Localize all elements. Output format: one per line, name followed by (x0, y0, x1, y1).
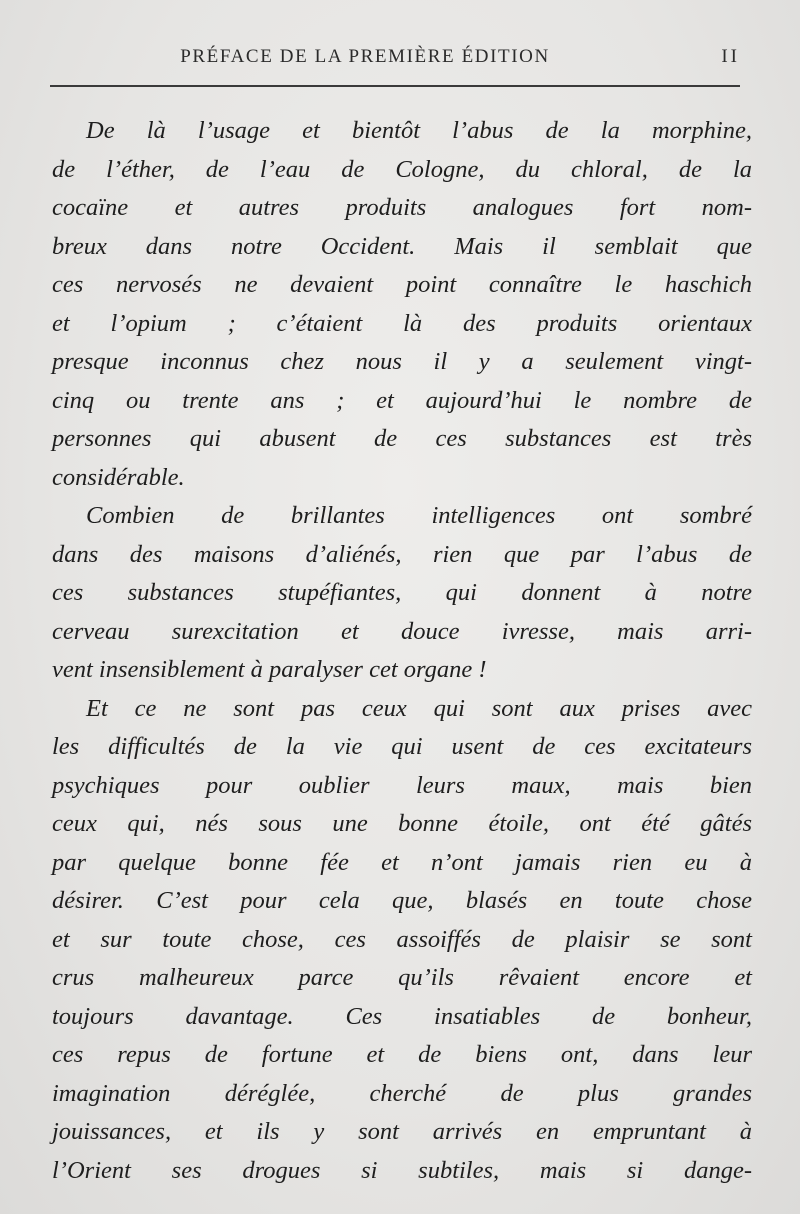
text-line: ces nervosés ne devaient point connaître le haschich (52, 271, 752, 298)
text-line: les difficultés de la vie qui usent de ces excitateurs (52, 733, 752, 760)
text-line: vent insensiblement à paralyser cet organe ! (52, 656, 487, 683)
text-line: cerveau surexcitation et douce ivresse, mais arri- (52, 617, 752, 645)
page-number: II (721, 46, 740, 67)
text-line: Combien de brillantes intelligences ont sombré (86, 502, 752, 529)
text-line: presque inconnus chez nous il y a seulement vingt- (52, 348, 752, 375)
text-line: considérable. (52, 463, 185, 491)
text-line: toujours davantage. Ces insatiables de bonheur, (52, 1002, 752, 1030)
header-rule (50, 85, 740, 87)
text-line: Et ce ne sont pas ceux qui sont aux prises avec (86, 694, 752, 722)
body-text (52, 112, 752, 1190)
text-line: par quelque bonne fée et n’ont jamais rien eu à (52, 848, 752, 876)
text-line: et sur toute chose, ces assoiffés de plaisir se sont (52, 925, 752, 953)
text-line: dans des maisons d’aliénés, rien que par l’abus de (52, 540, 752, 568)
text-line: breux dans notre Occident. Mais il semblait que (52, 232, 752, 260)
text-line: jouissances, et ils y sont arrivés en empruntant à (52, 1118, 752, 1145)
text-line: l’Orient ses drogues si subtiles, mais si dange- (52, 1156, 752, 1184)
text-line: de l’éther, de l’eau de Cologne, du chloral, de la (52, 155, 752, 183)
text-line: cocaïne et autres produits analogues fort nom- (52, 194, 752, 221)
text-line: De là l’usage et bientôt l’abus de la morphine, (86, 117, 752, 144)
text-line: ceux qui, nés sous une bonne étoile, ont été gâtés (52, 810, 752, 837)
text-line: crus malheureux parce qu’ils rêvaient encore et (52, 964, 752, 991)
text-line: imagination déréglée, cherché de plus grandes (52, 1079, 752, 1107)
text-line: cinq ou trente ans ; et aujourd’hui le nombre de (52, 386, 752, 414)
running-title: PRÉFACE DE LA PREMIÈRE ÉDITION (180, 46, 550, 67)
text-line: ces repus de fortune et de biens ont, dans leur (52, 1041, 752, 1068)
text-line: psychiques pour oublier leurs maux, mais bien (52, 771, 752, 799)
text-line: désirer. C’est pour cela que, blasés en toute chose (52, 887, 752, 914)
text-line: et l’opium ; c’étaient là des produits orientaux (52, 309, 752, 337)
text-line: ces substances stupéfiantes, qui donnent à notre (52, 579, 752, 606)
running-head (50, 38, 740, 78)
text-line: personnes qui abusent de ces substances est très (52, 425, 752, 452)
